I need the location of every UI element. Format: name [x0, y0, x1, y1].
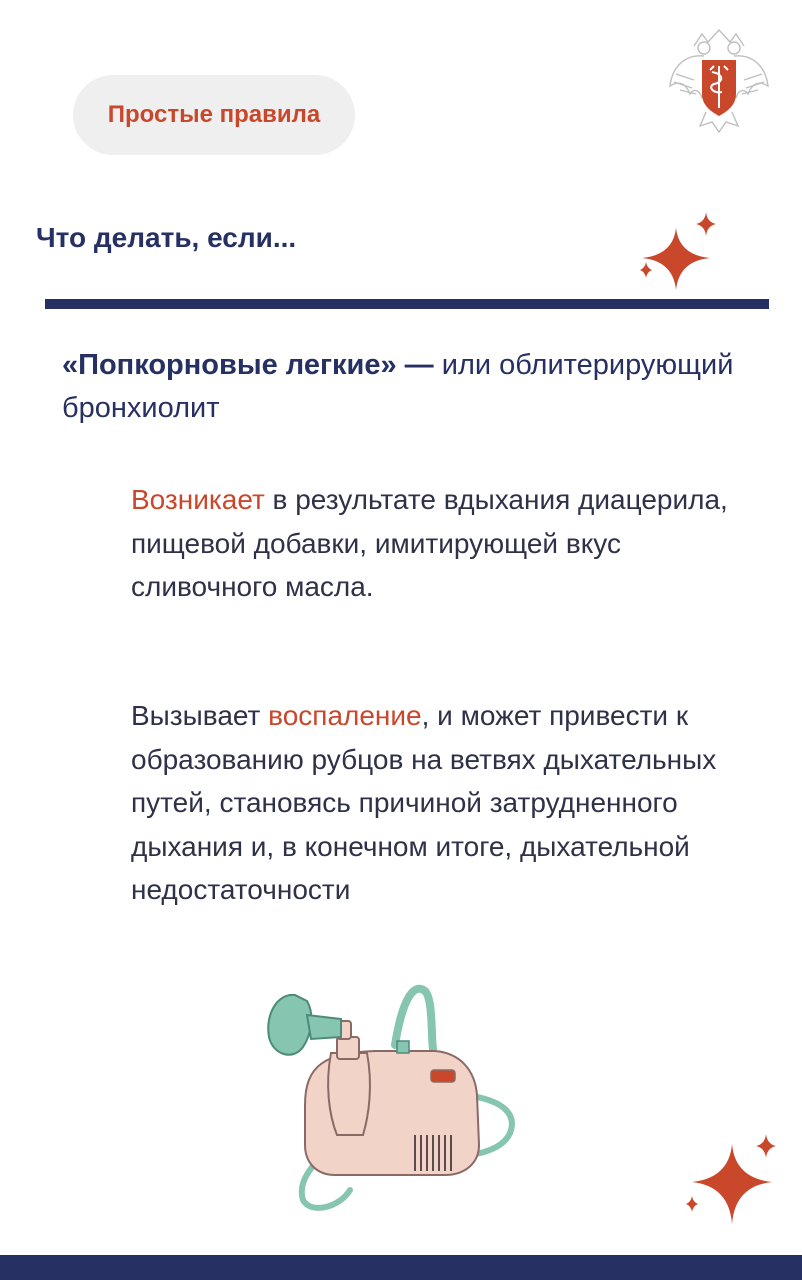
lead-rest: или облитерирующий бронхиолит: [62, 349, 734, 424]
badge-label: Простые правила: [107, 101, 321, 128]
highlight-effect: воспаление: [268, 700, 422, 731]
ministry-emblem-icon: [664, 24, 774, 136]
sparkle-icon: [632, 210, 722, 292]
paragraph-effect-after: , и может привести к образованию рубцов на ветвях дыхательных путей, становясь причиной затрудненного дыхания и, в конечном итоге, дыхательной недостаточности: [131, 700, 717, 905]
section-title: Что делать, если...: [36, 222, 297, 253]
badge-simple-rules: [73, 75, 355, 155]
footer-bar: [0, 1255, 802, 1280]
section-divider: [45, 299, 769, 309]
highlight-cause: Возникает: [131, 484, 265, 515]
paragraph-cause: [131, 478, 751, 609]
paragraph-effect-before: Вызывает: [131, 700, 269, 731]
lead-bold: «Попкорновые легкие» —: [62, 349, 434, 381]
nebulizer-icon: [255, 975, 555, 1225]
sparkle-icon: [682, 1132, 782, 1232]
paragraph-cause-text: в результате вдыхания диацерила, пищевой добавки, имитирующей вкус сливочного масла.: [131, 484, 728, 602]
lead-text: [62, 344, 742, 430]
paragraph-effect: [131, 694, 751, 912]
